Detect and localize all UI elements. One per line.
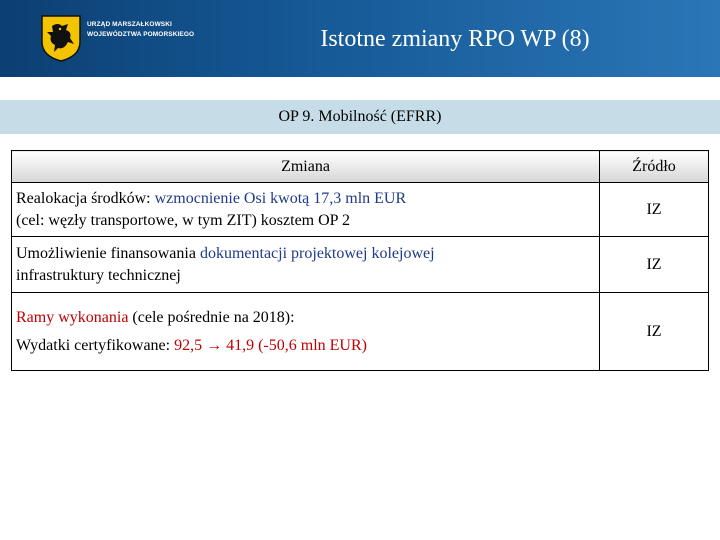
change-text: Umożliwienie finansowania (16, 244, 200, 262)
header-banner (0, 0, 720, 77)
source-cell: IZ (600, 237, 709, 293)
source-cell: IZ (600, 183, 709, 237)
table-row (12, 183, 709, 237)
highlight-text: dokumentacji projektowej kolejowej (199, 244, 435, 262)
highlight-text: wzmocnienie Osi kwotą 17,3 mln EUR (154, 189, 407, 207)
source-cell: IZ (600, 293, 709, 371)
change-text: Wydatki certyfikowane: (16, 336, 175, 354)
change-text: (cele pośrednie na 2018): (128, 308, 295, 326)
org-line-1: URZĄD MARSZAŁKOWSKI (87, 21, 172, 28)
section-banner (0, 100, 720, 134)
section-title: OP 9. Mobilność (EFRR) (278, 108, 442, 125)
changes-table (11, 150, 709, 371)
change-cell (12, 183, 600, 237)
column-header-source: Źródło (600, 151, 709, 183)
change-text: Realokacja środków: (16, 189, 155, 207)
change-cell (12, 293, 600, 371)
spacer (16, 329, 595, 335)
coat-of-arms-logo (40, 14, 82, 62)
change-text: (cel: węzły transportowe, w tym ZIT) kosztem OP 2 (16, 211, 350, 229)
change-cell (12, 237, 600, 293)
table-row (12, 293, 709, 371)
column-header-change: Zmiana (12, 151, 600, 183)
change-text: infrastruktury technicznej (16, 266, 181, 284)
organization-name (87, 20, 194, 40)
table-header-row (12, 151, 709, 183)
page-title: Istotne zmiany RPO WP (8) (320, 26, 590, 52)
table-row (12, 237, 709, 293)
org-line-2: WOJEWÓDZTWA POMORSKIEGO (87, 31, 195, 38)
highlight-text: Ramy wykonania (16, 308, 129, 326)
highlight-text: 92,5 → 41,9 (-50,6 mln EUR) (174, 336, 367, 354)
